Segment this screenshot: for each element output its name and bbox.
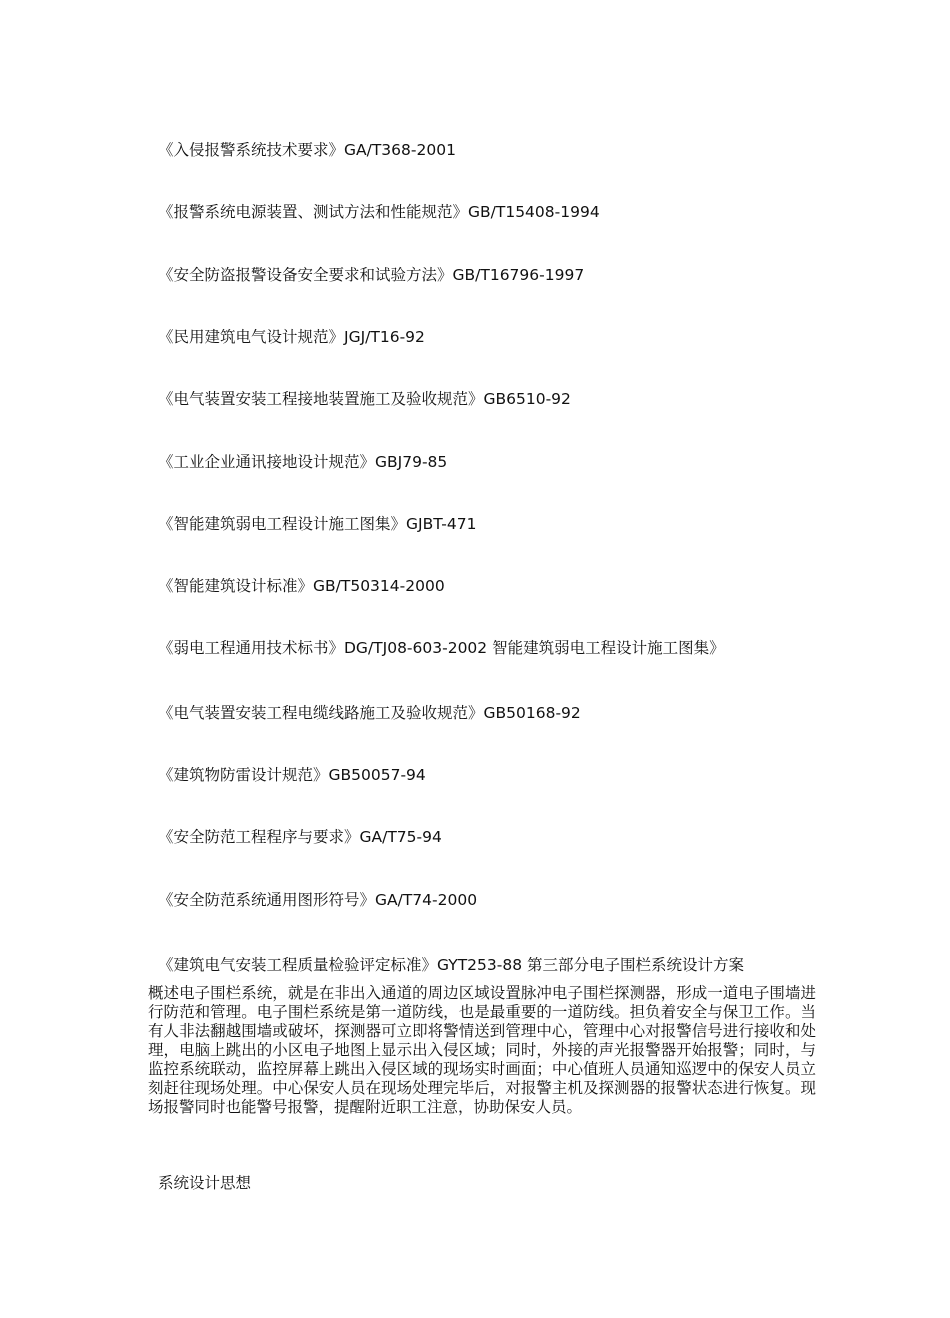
standard-item: 《电气装置安装工程接地装置施工及验收规范》GB6510-92: [158, 390, 571, 408]
standard-item: 《安全防范工程程序与要求》GA/T75-94: [158, 828, 442, 846]
standard-item: 《电气装置安装工程电缆线路施工及验收规范》GB50168-92: [158, 704, 581, 722]
standard-item: 《工业企业通讯接地设计规范》GBJ79-85: [158, 453, 448, 471]
standard-item: 《建筑电气安装工程质量检验评定标准》GYT253-88 第三部分电子围栏系统设计方案: [158, 956, 745, 974]
standard-item: 《入侵报警系统技术要求》GA/T368-2001: [158, 141, 456, 159]
standard-item: 《安全防范系统通用图形符号》GA/T74-2000: [158, 891, 478, 909]
standard-item: 《民用建筑电气设计规范》JGJ/T16-92: [158, 328, 425, 346]
standard-item: 《智能建筑弱电工程设计施工图集》GJBT-471: [158, 515, 477, 533]
overview-paragraph: 概述电子围栏系统，就是在非出入通道的周边区域设置脉冲电子围栏探测器，形成一道电子围墙进行防范和管理。电子围栏系统是第一道防线，也是最重要的一道防线。担负着安全与保卫工作。当有人非法翻越围墙或破坏，探测器可立即将警情送到管理中心，管理中心对报警信号进行接收和处理，电脑上跳出的小区电子地图上显示出入侵区域；同时，外接的声光报警器开始报警；同时，与监控系统联动，监控屏幕上跳出入侵区域的现场实时画面；中心值班人员通知巡逻中的保安人员立刻赶往现场处理。中心保安人员在现场处理完毕后，对报警主机及探测器的报警状态进行恢复。现场报警同时也能警号报警，提醒附近职工注意，协助保安人员。: [148, 984, 816, 1116]
section-heading: 系统设计思想: [158, 1174, 252, 1192]
standard-item: 《智能建筑设计标准》GB/T50314-2000: [158, 577, 445, 595]
standard-item: 《报警系统电源装置、测试方法和性能规范》GB/T15408-1994: [158, 203, 600, 221]
standard-item: 《弱电工程通用技术标书》DG/TJ08-603-2002 智能建筑弱电工程设计施工图集》: [158, 639, 725, 657]
standard-item: 《安全防盗报警设备安全要求和试验方法》GB/T16796-1997: [158, 266, 585, 284]
standard-item: 《建筑物防雷设计规范》GB50057-94: [158, 766, 426, 784]
